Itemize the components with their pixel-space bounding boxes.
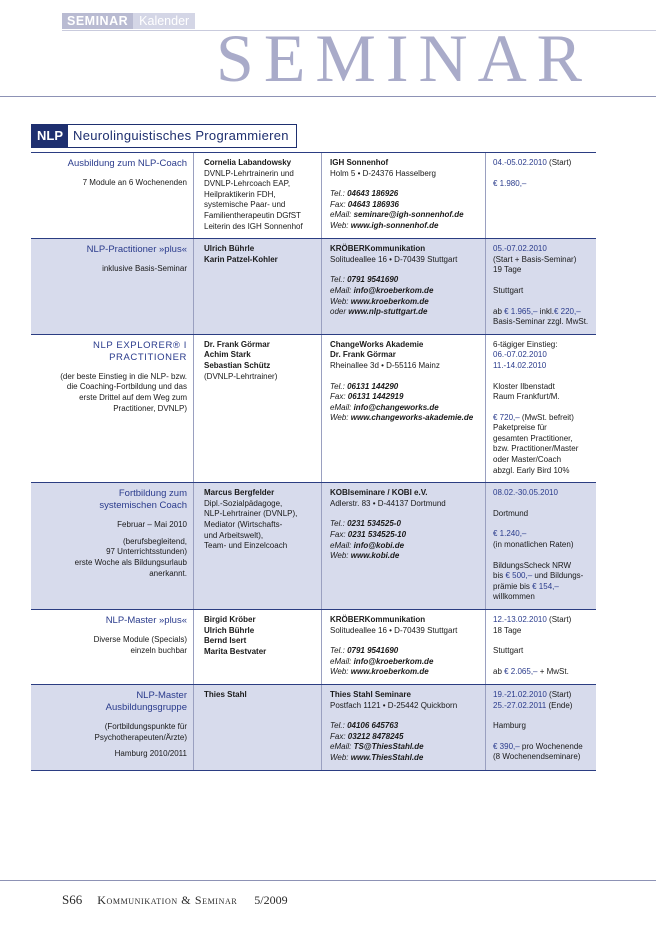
trainers-cell — [193, 483, 321, 609]
trainer-qualification: Team- und Einzelcoach — [204, 541, 288, 551]
date-price-text: 19 Tage — [493, 265, 522, 275]
trainer-qualification: DVNLP-Lehrcoach EAP, — [204, 179, 291, 189]
spacer — [493, 657, 594, 667]
contact-label: eMail: — [330, 285, 352, 295]
contact-label: Fax: — [330, 530, 346, 540]
magazine-name: Kommunikation & Seminar — [97, 893, 238, 907]
contact-value: info@changeworks.de — [353, 402, 439, 412]
contact-label: eMail: — [330, 402, 352, 412]
date-price-line — [493, 721, 594, 732]
date-price-text: (Start + Basis-Seminar) — [493, 254, 577, 264]
date-price-text: € 720,– — [493, 412, 520, 422]
date-price-line — [493, 690, 594, 701]
section-abbr: NLP — [32, 125, 68, 147]
contact-line — [330, 753, 481, 764]
seminar-title: PRACTITIONER — [109, 351, 187, 363]
seminar-description — [35, 520, 187, 579]
description-line: anerkannt. — [149, 568, 187, 578]
big-seminar-title: SEMINAR — [216, 20, 593, 96]
date-price-text: 6-tägiger Einstieg: — [493, 339, 558, 349]
contact-label: eMail: — [330, 210, 352, 220]
date-price-line — [493, 255, 594, 266]
spacer — [493, 297, 594, 307]
organizer-name: KOBIseminare / KOBI e.V. — [330, 488, 428, 498]
trainer-name: Karin Patzel-Kohler — [204, 254, 278, 264]
date-price-text: 05.-07.02.2010 — [493, 244, 547, 254]
date-price-text: ab — [493, 306, 505, 316]
trainer-qualification: NLP-Lehrtrainer (DVNLP), — [204, 509, 298, 519]
spacer — [493, 711, 594, 721]
date-price-line — [493, 592, 594, 603]
date-price-text: € 390,– — [493, 741, 520, 751]
date-price-line — [493, 752, 594, 763]
date-price-line — [493, 466, 594, 477]
date-price-text: gesamten Practitioner, — [493, 433, 573, 443]
contact-label: eMail: — [330, 742, 352, 752]
date-price-line — [493, 626, 594, 637]
contact-line — [330, 189, 481, 200]
date-price-text: € 154,– — [532, 581, 559, 591]
table-row — [31, 335, 596, 484]
description-line: (berufsbegleitend, — [122, 536, 187, 546]
seminar-title: NLP EXPLORER® I — [93, 339, 187, 351]
trainer-name: Marcus Bergfelder — [204, 488, 275, 498]
seminar-kalender-badge — [62, 13, 195, 29]
date-price-text: 06.-07.02.2010 — [493, 350, 547, 360]
page-header — [0, 0, 656, 98]
contact-line — [330, 297, 481, 308]
page-footer — [62, 892, 288, 908]
trainer-name: Achim Stark — [204, 350, 251, 360]
date-price-text: 19.-21.02.2010 — [493, 689, 547, 699]
contact-line — [330, 200, 481, 211]
date-price-text: BildungsScheck NRW — [493, 560, 572, 570]
seminar-title: NLP-Master — [136, 689, 187, 701]
contact-line — [330, 732, 481, 743]
date-price-line — [493, 742, 594, 753]
kalender-badge-left: SEMINAR — [62, 13, 133, 29]
date-price-line — [493, 582, 594, 593]
organizer-cell — [321, 239, 485, 334]
description-line: Practitioner, DVNLP) — [113, 403, 187, 413]
trainer-name: Dr. Frank Görmar — [204, 339, 270, 349]
date-price-text: (Ende) — [546, 700, 573, 710]
date-price-line — [493, 488, 594, 499]
contact-label: Web: — [330, 296, 349, 306]
trainer-qualification: Leiterin des IGH Sonnenhof — [204, 221, 303, 231]
trainer-qualification: und Arbeitswelt), — [204, 530, 264, 540]
date-price-line — [493, 455, 594, 466]
dates-price-cell — [485, 685, 596, 770]
date-price-text: Paketpreise für — [493, 423, 547, 433]
contact-value: 04643 186936 — [347, 199, 399, 209]
section-name: Neurolinguistisches Programmieren — [68, 125, 296, 147]
contact-value: 0231 534525-0 — [347, 519, 401, 529]
date-price-text: willkommen — [493, 592, 535, 602]
date-price-text: € 2.065,– — [504, 666, 538, 676]
page-number: S66 — [62, 892, 83, 907]
description-line: 7 Module an 6 Wochenenden — [82, 178, 187, 187]
seminar-table — [31, 152, 596, 771]
contact-line — [330, 221, 481, 232]
organizer-address: Adlerstr. 83 • D-44137 Dortmund — [330, 498, 446, 508]
date-price-line — [493, 444, 594, 455]
contact-value: www.kobi.de — [350, 551, 400, 561]
date-price-text: € 1.240,– — [493, 529, 527, 539]
seminar-info-cell — [31, 610, 193, 684]
contact-label: Tel.: — [330, 275, 345, 285]
contact-label: Web: — [330, 551, 349, 561]
seminar-info-cell — [31, 335, 193, 483]
organizer-cell — [321, 335, 485, 483]
contact-label: Tel.: — [330, 721, 345, 731]
date-price-text: bzw. Practitioner/Master — [493, 444, 579, 454]
contact-label: Fax: — [330, 199, 346, 209]
date-price-text: € 500,– — [505, 571, 533, 581]
seminar-description — [35, 178, 187, 189]
organizer-address: Solitudeallee 16 • D-70439 Stuttgart — [330, 254, 458, 264]
seminar-title: NLP-Master »plus« — [105, 615, 187, 626]
description-line: Diverse Module (Specials) — [93, 635, 187, 644]
issue-number: 5/2009 — [254, 893, 288, 907]
date-price-line — [493, 244, 594, 255]
spacer — [493, 276, 594, 286]
contact-line — [330, 286, 481, 297]
date-price-text: + MwSt. — [537, 666, 569, 676]
date-price-line — [493, 540, 594, 551]
date-price-text: Kloster Ilbenstadt — [493, 381, 555, 391]
trainer-qualification: Heilpraktikerin FDH, — [204, 189, 276, 199]
spacer — [330, 179, 481, 189]
kalender-badge-right: Kalender — [133, 13, 195, 29]
seminar-description — [35, 264, 187, 275]
spacer — [493, 403, 594, 413]
organizer-cell — [321, 483, 485, 609]
description-line: die Coaching-Fortbildung und das — [66, 382, 187, 392]
description-line: erste Woche als Bildungsurlaub — [74, 558, 187, 568]
date-price-text: Basis-Seminar zzgl. MwSt. — [493, 317, 589, 327]
spacer — [330, 636, 481, 646]
trainer-name: Cornelia Labandowsky — [204, 158, 292, 167]
organizer-address: Postfach 1121 • D-25442 Quickborn — [330, 700, 458, 710]
contact-line — [330, 210, 481, 221]
date-price-line — [493, 529, 594, 540]
date-price-text: 04.-05.02.2010 — [493, 158, 547, 167]
contact-line — [330, 403, 481, 414]
contact-line — [330, 275, 481, 286]
date-price-text: (Start) — [546, 689, 572, 699]
contact-value: info@kobi.de — [353, 540, 405, 550]
dates-price-cell — [485, 239, 596, 334]
date-price-line — [493, 317, 594, 328]
trainer-name: Birgid Kröber — [204, 615, 256, 624]
contact-line — [330, 382, 481, 393]
trainer-qualification: systemische Paar- und — [204, 200, 286, 210]
trainer-name: Marita Bestvater — [204, 646, 267, 656]
seminar-description — [35, 722, 187, 760]
contact-value: www.nlp-stuttgart.de — [348, 307, 428, 317]
table-row — [31, 483, 596, 610]
seminar-title: Fortbildung zum — [118, 488, 187, 500]
spacer — [493, 372, 594, 382]
date-price-line — [493, 509, 594, 520]
contact-value: 0231 534525-10 — [347, 530, 407, 540]
date-price-text: und Bildungs- — [532, 571, 584, 581]
contact-value: TS@ThiesStahl.de — [353, 742, 424, 752]
date-price-line — [493, 179, 594, 190]
trainer-name: Sebastian Schütz — [204, 360, 271, 370]
organizer-cell — [321, 153, 485, 238]
trainers-cell — [193, 685, 321, 770]
organizer-cell — [321, 610, 485, 684]
contact-label: oder — [330, 307, 347, 317]
contact-label: Fax: — [330, 731, 346, 741]
date-price-text: € 220,– — [553, 306, 581, 316]
date-price-text: inkl. — [537, 306, 554, 316]
contact-label: Web: — [330, 413, 349, 423]
contact-value: www.ThiesStahl.de — [350, 752, 424, 762]
contact-value: 03212 8478245 — [347, 731, 404, 741]
organizer-cell — [321, 685, 485, 770]
spacer — [493, 636, 594, 646]
organizer-address: Rheinallee 3d • D-55116 Mainz — [330, 360, 440, 370]
table-row — [31, 685, 596, 771]
spacer — [330, 372, 481, 382]
contact-line — [330, 657, 481, 668]
description-line: (Fortbildungspunkte für — [104, 721, 187, 731]
date-price-text: 18 Tage — [493, 625, 522, 635]
trainer-qualification: (DVNLP-Lehrtrainer) — [204, 371, 278, 381]
date-price-text: abzgl. Early Bird 10% — [493, 465, 570, 475]
contact-label: Fax: — [330, 392, 346, 402]
date-price-line — [493, 615, 594, 626]
contact-label: Tel.: — [330, 189, 345, 199]
contact-label: eMail: — [330, 656, 352, 666]
date-price-text: bis — [493, 571, 506, 581]
spacer — [330, 711, 481, 721]
contact-line — [330, 541, 481, 552]
table-row — [31, 153, 596, 239]
contact-label: Web: — [330, 220, 349, 230]
trainer-name: Thies Stahl — [204, 689, 247, 699]
contact-label: Tel.: — [330, 519, 345, 529]
contact-line — [330, 551, 481, 562]
contact-line — [330, 646, 481, 657]
description-line: Hamburg 2010/2011 — [114, 749, 187, 759]
date-price-text: Raum Frankfurt/M. — [493, 392, 560, 402]
date-price-line — [493, 361, 594, 372]
contact-value: www.kroeberkom.de — [350, 667, 429, 677]
seminar-title: Ausbildungsgruppe — [105, 701, 187, 713]
trainer-qualification: Familientherapeutin DGfST — [204, 210, 301, 220]
seminar-info-cell — [31, 483, 193, 609]
organizer-name: IGH Sonnenhof — [330, 158, 389, 167]
contact-value: seminare@igh-sonnenhof.de — [353, 210, 464, 220]
date-price-text: ab — [493, 666, 505, 676]
date-price-line — [493, 340, 594, 351]
dates-price-cell — [485, 335, 596, 483]
description-line: Februar – Mai 2010 — [117, 520, 187, 530]
contact-value: 04643 186926 — [347, 189, 399, 199]
date-price-line — [493, 423, 594, 434]
contact-line — [330, 392, 481, 403]
date-price-text: 08.02.-30.05.2010 — [493, 488, 558, 498]
trainers-cell — [193, 153, 321, 238]
seminar-description — [35, 372, 187, 414]
contact-line — [330, 721, 481, 732]
spacer — [493, 519, 594, 529]
organizer-name: ChangeWorks Akademie — [330, 339, 424, 349]
date-price-line — [493, 158, 594, 169]
date-price-line — [493, 413, 594, 424]
contact-value: www.igh-sonnenhof.de — [350, 220, 439, 230]
trainer-name: Bernd Isert — [204, 636, 247, 646]
date-price-line — [493, 667, 594, 678]
date-price-line — [493, 646, 594, 657]
contact-label: Web: — [330, 667, 349, 677]
date-price-line — [493, 571, 594, 582]
date-price-text: (Start) — [546, 158, 572, 167]
date-price-line — [493, 392, 594, 403]
contact-value: 0791 9541690 — [347, 275, 399, 285]
date-price-line — [493, 434, 594, 445]
contact-line — [330, 307, 481, 318]
date-price-line — [493, 382, 594, 393]
description-line: inklusive Basis-Seminar — [102, 264, 187, 274]
date-price-text: Stuttgart — [493, 285, 524, 295]
spacer — [330, 509, 481, 519]
contact-value: 04106 645763 — [347, 721, 399, 731]
description-line: Psychotherapeuten/Ärzte) — [94, 732, 187, 742]
contact-label: Web: — [330, 752, 349, 762]
trainers-cell — [193, 335, 321, 483]
date-price-text: Stuttgart — [493, 646, 524, 656]
date-price-text: (MwSt. befreit) — [519, 412, 574, 422]
contact-line — [330, 413, 481, 424]
trainer-qualification: DVNLP-Lehrtrainerin und — [204, 168, 294, 178]
table-row — [31, 610, 596, 685]
spacer — [330, 265, 481, 275]
trainers-cell — [193, 610, 321, 684]
organizer-name: KRÖBERKommunikation — [330, 615, 426, 624]
table-row — [31, 239, 596, 335]
description-line: einzeln buchbar — [130, 645, 187, 655]
organizer-contact-person: Dr. Frank Görmar — [330, 350, 396, 360]
date-price-text: 11.-14.02.2010 — [493, 360, 547, 370]
organizer-address: Holm 5 • D-24376 Hasselberg — [330, 168, 436, 178]
seminar-info-cell — [31, 685, 193, 770]
spacer — [493, 551, 594, 561]
seminar-info-cell — [31, 239, 193, 334]
date-price-text: Dortmund — [493, 508, 529, 518]
date-price-line — [493, 307, 594, 318]
footer-divider — [0, 880, 656, 881]
date-price-text: 12.-13.02.2010 — [493, 615, 547, 624]
date-price-line — [493, 350, 594, 361]
seminar-info-cell — [31, 153, 193, 238]
organizer-name: KRÖBERKommunikation — [330, 244, 426, 254]
date-price-line — [493, 265, 594, 276]
date-price-line — [493, 286, 594, 297]
spacer — [493, 499, 594, 509]
contact-label: eMail: — [330, 540, 352, 550]
contact-value: info@kroeberkom.de — [353, 656, 434, 666]
seminar-title: NLP-Practitioner »plus« — [86, 244, 187, 256]
contact-line — [330, 530, 481, 541]
contact-value: 06131 144290 — [347, 381, 399, 391]
trainer-name: Ulrich Bührle — [204, 244, 255, 254]
description-line: erste Drittel auf dem Weg zum — [79, 392, 187, 402]
date-price-text: oder Master/Coach — [493, 455, 562, 465]
dates-price-cell — [485, 153, 596, 238]
trainers-cell — [193, 239, 321, 334]
trainer-name: Ulrich Bührle — [204, 625, 255, 635]
date-price-text: (8 Wochenendseminare) — [493, 752, 581, 762]
contact-label: Tel.: — [330, 646, 345, 656]
seminar-description — [35, 635, 187, 656]
date-price-text: € 1.980,– — [493, 178, 527, 188]
date-price-text: (Start) — [546, 615, 572, 624]
dates-price-cell — [485, 610, 596, 684]
date-price-line — [493, 701, 594, 712]
contact-line — [330, 667, 481, 678]
date-price-line — [493, 561, 594, 572]
header-divider — [0, 96, 656, 97]
spacer — [493, 732, 594, 742]
section-heading — [31, 124, 297, 148]
date-price-text: 25.-27.02.2011 — [493, 700, 547, 710]
contact-line — [330, 742, 481, 753]
date-price-text: Hamburg — [493, 721, 526, 731]
seminar-title: Ausbildung zum NLP-Coach — [67, 158, 187, 169]
contact-value: info@kroeberkom.de — [353, 285, 434, 295]
contact-label: Tel.: — [330, 381, 345, 391]
contact-value: www.kroeberkom.de — [350, 296, 429, 306]
contact-value: 06131 1442919 — [347, 392, 404, 402]
trainer-qualification: Dipl.-Sozialpädagoge, — [204, 498, 283, 508]
organizer-name: Thies Stahl Seminare — [330, 689, 411, 699]
seminar-title: systemischen Coach — [99, 500, 187, 512]
contact-value: 0791 9541690 — [347, 646, 399, 656]
date-price-text: pro Wochenende — [519, 741, 583, 751]
organizer-address: Solitudeallee 16 • D-70439 Stuttgart — [330, 625, 458, 635]
dates-price-cell — [485, 483, 596, 609]
date-price-text: € 1.965,– — [504, 306, 538, 316]
trainer-qualification: Mediator (Wirtschafts- — [204, 520, 283, 530]
spacer — [493, 169, 594, 179]
contact-value: www.changeworks-akademie.de — [350, 413, 474, 423]
contact-line — [330, 519, 481, 530]
date-price-text: prämie bis — [493, 581, 533, 591]
date-price-text: (in monatlichen Raten) — [493, 540, 574, 550]
description-line: 97 Unterrichtsstunden) — [106, 547, 187, 557]
description-line: (der beste Einstieg in die NLP- bzw. — [60, 371, 187, 381]
